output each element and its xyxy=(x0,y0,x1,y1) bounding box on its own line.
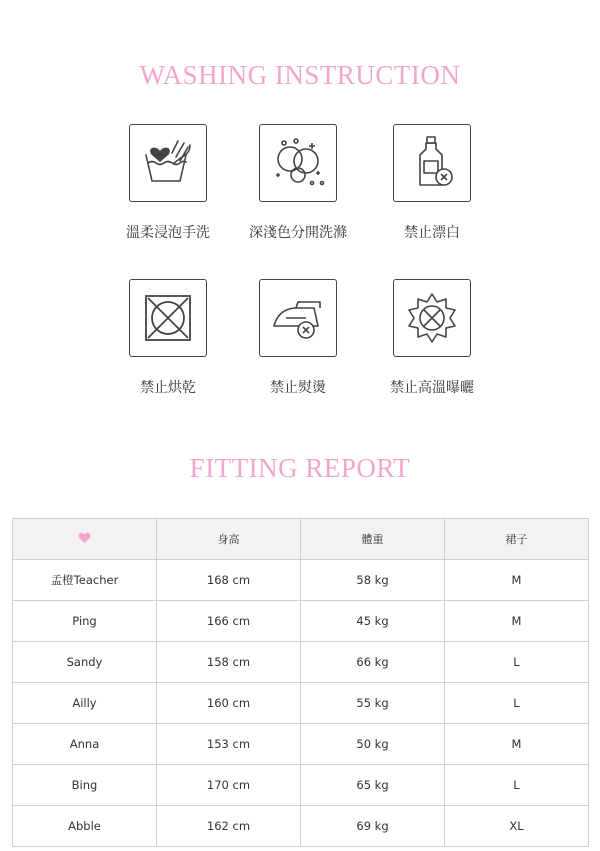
table-row xyxy=(13,683,589,724)
fitting-report-table xyxy=(12,518,589,847)
cell-name: Ailly xyxy=(13,683,157,724)
no-sun-dry-icon xyxy=(393,279,471,357)
cell-size: M xyxy=(445,560,589,601)
cell-height: 168 cm xyxy=(157,560,301,601)
heart-icon xyxy=(78,532,91,544)
cell-height: 170 cm xyxy=(157,765,301,806)
wash-item-no-sun-dry xyxy=(367,279,497,397)
hand-wash-icon xyxy=(129,124,207,202)
cell-name: Bing xyxy=(13,765,157,806)
cell-size: M xyxy=(445,601,589,642)
wash-item-hand-wash xyxy=(103,124,233,242)
table-row xyxy=(13,806,589,847)
wash-item-no-bleach xyxy=(367,124,497,242)
cell-height: 166 cm xyxy=(157,601,301,642)
table-row xyxy=(13,724,589,765)
header-heart-cell xyxy=(13,519,157,560)
cell-name: 孟橙Teacher xyxy=(13,560,157,601)
cell-size: L xyxy=(445,683,589,724)
cell-name: Sandy xyxy=(13,642,157,683)
table-header-row xyxy=(13,519,589,560)
no-tumble-dry-icon xyxy=(129,279,207,357)
cell-weight: 58 kg xyxy=(301,560,445,601)
cell-weight: 65 kg xyxy=(301,765,445,806)
cell-height: 162 cm xyxy=(157,806,301,847)
wash-item-label: 禁止高溫曝曬 xyxy=(390,380,474,396)
wash-item-label: 深淺色分開洗滌 xyxy=(249,225,347,241)
wash-item-label: 溫柔浸泡手洗 xyxy=(126,225,210,241)
wash-item-label: 禁止熨燙 xyxy=(270,380,326,396)
cell-size: L xyxy=(445,642,589,683)
column-header-height: 身高 xyxy=(157,519,301,560)
table-row xyxy=(13,601,589,642)
cell-size: L xyxy=(445,765,589,806)
wash-item-label: 禁止烘乾 xyxy=(140,380,196,396)
column-header-skirt: 裙子 xyxy=(445,519,589,560)
cell-weight: 50 kg xyxy=(301,724,445,765)
cell-size: XL xyxy=(445,806,589,847)
cell-name: Ping xyxy=(13,601,157,642)
washing-instruction-title: WASHING INSTRUCTION xyxy=(139,60,461,90)
cell-height: 158 cm xyxy=(157,642,301,683)
no-bleach-icon xyxy=(393,124,471,202)
cell-size: M xyxy=(445,724,589,765)
no-iron-icon xyxy=(259,279,337,357)
cell-weight: 55 kg xyxy=(301,683,445,724)
cell-height: 160 cm xyxy=(157,683,301,724)
cell-name: Anna xyxy=(13,724,157,765)
cell-weight: 66 kg xyxy=(301,642,445,683)
wash-item-label: 禁止漂白 xyxy=(404,225,460,241)
fitting-report-title: FITTING REPORT xyxy=(189,453,411,483)
table-row xyxy=(13,642,589,683)
table-row xyxy=(13,560,589,601)
column-header-weight: 體重 xyxy=(301,519,445,560)
wash-item-no-iron xyxy=(233,279,363,397)
separate-colors-icon xyxy=(259,124,337,202)
wash-item-separate-colors xyxy=(233,124,363,242)
cell-height: 153 cm xyxy=(157,724,301,765)
cell-name: Abble xyxy=(13,806,157,847)
wash-item-no-tumble-dry xyxy=(103,279,233,397)
cell-weight: 45 kg xyxy=(301,601,445,642)
cell-weight: 69 kg xyxy=(301,806,445,847)
table-row xyxy=(13,765,589,806)
